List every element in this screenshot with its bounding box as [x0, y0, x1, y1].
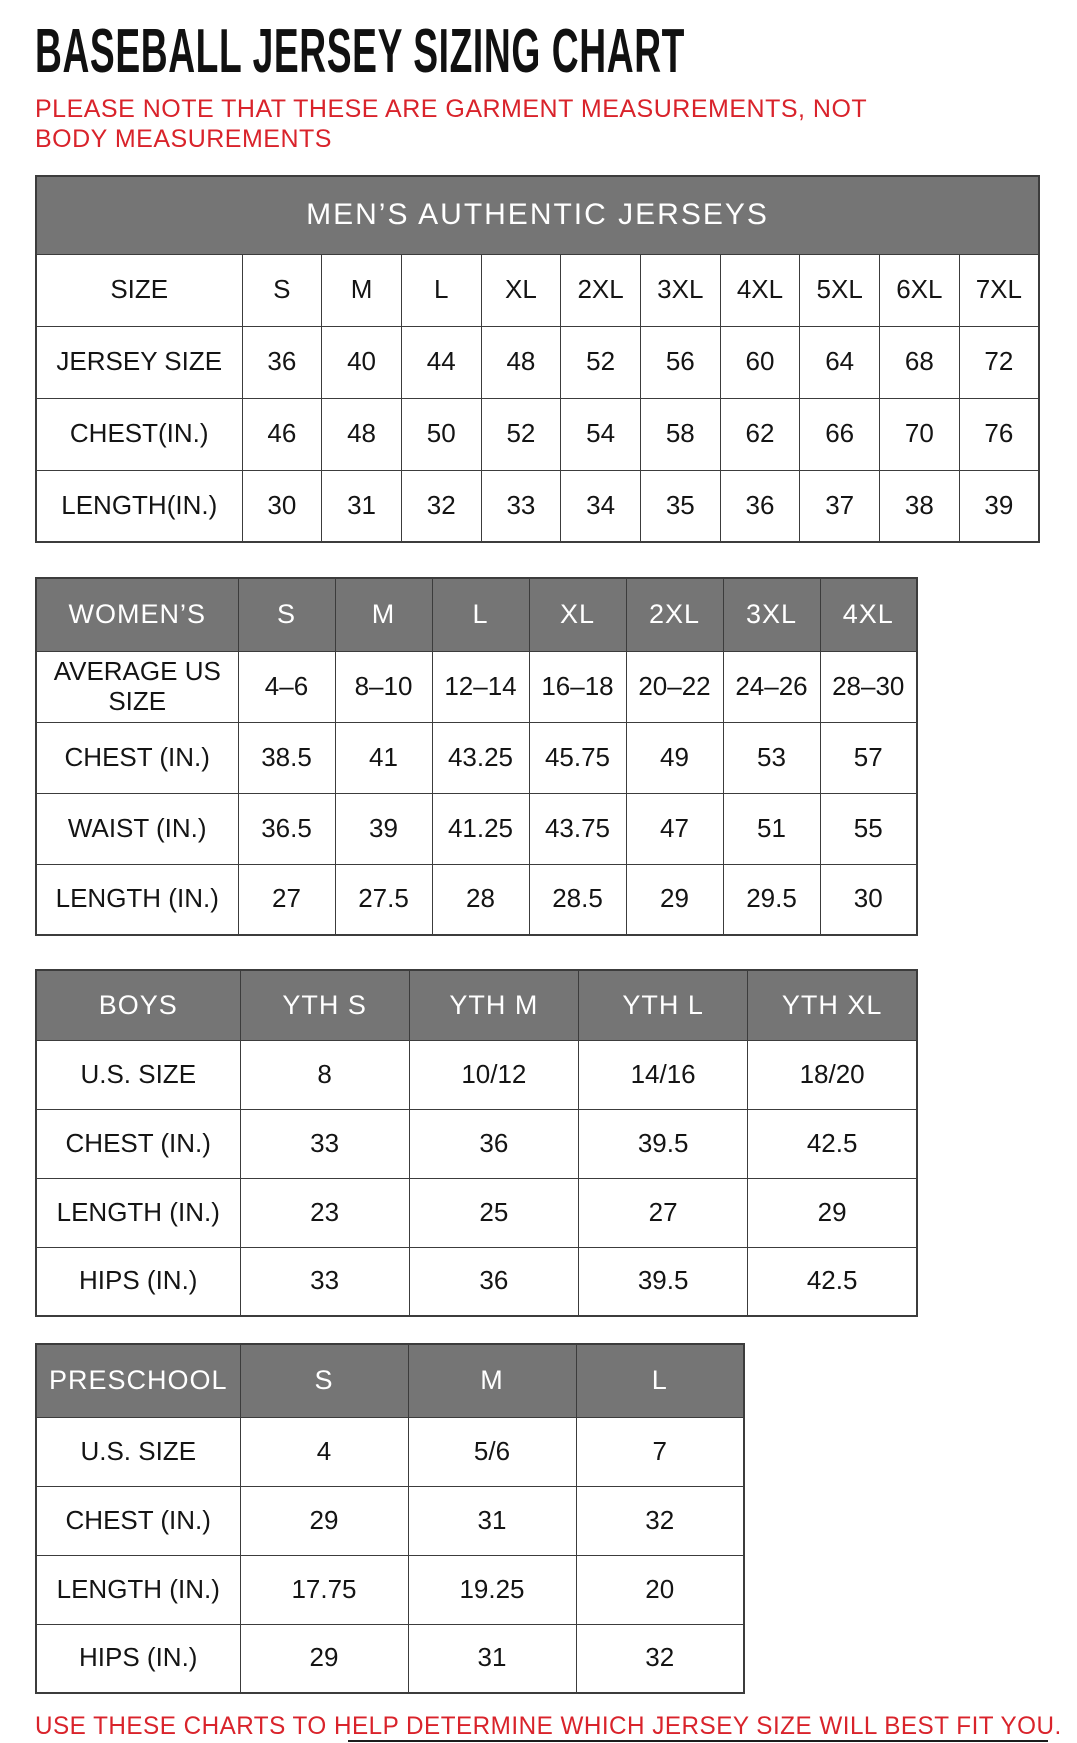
size-header-cell: 4XL	[820, 578, 917, 651]
table-row	[36, 1040, 917, 1109]
value-cell: 54	[561, 398, 641, 470]
value-cell: 43.75	[529, 793, 626, 864]
value-cell: 31	[408, 1624, 576, 1693]
value-cell: 70	[880, 398, 960, 470]
size-header-cell: XL	[529, 578, 626, 651]
value-cell: 3XL	[640, 254, 720, 326]
value-cell: 29	[240, 1486, 408, 1555]
value-cell: 47	[626, 793, 723, 864]
page-title	[35, 17, 1077, 86]
value-cell: 28	[432, 864, 529, 935]
size-header-cell: M	[335, 578, 432, 651]
row-label-cell: CHEST (IN.)	[36, 722, 238, 793]
value-cell: 76	[959, 398, 1039, 470]
value-cell: 8–10	[335, 651, 432, 722]
table-row	[36, 651, 917, 722]
value-cell: 4	[240, 1417, 408, 1486]
table-row	[36, 254, 1039, 326]
row-label-cell: CHEST(IN.)	[36, 398, 242, 470]
table-row	[36, 1555, 744, 1624]
row-label-cell: SIZE	[36, 254, 242, 326]
value-cell: 16–18	[529, 651, 626, 722]
value-cell: 41	[335, 722, 432, 793]
value-cell: 36	[409, 1247, 578, 1316]
size-header-cell: 2XL	[626, 578, 723, 651]
value-cell: 4XL	[720, 254, 800, 326]
size-header-cell: L	[432, 578, 529, 651]
row-label-cell: CHEST (IN.)	[36, 1486, 240, 1555]
value-cell: 28.5	[529, 864, 626, 935]
value-cell: 39	[335, 793, 432, 864]
header-label-cell: WOMEN’S	[36, 578, 238, 651]
table-header-row	[36, 970, 917, 1040]
value-cell: 29	[626, 864, 723, 935]
row-label-cell: JERSEY SIZE	[36, 326, 242, 398]
value-cell: 31	[322, 470, 402, 542]
value-cell: 20	[576, 1555, 744, 1624]
value-cell: 45.75	[529, 722, 626, 793]
value-cell: 53	[723, 722, 820, 793]
value-cell: XL	[481, 254, 561, 326]
value-cell: 29	[748, 1178, 917, 1247]
value-cell: 68	[880, 326, 960, 398]
row-label-cell: HIPS (IN.)	[36, 1624, 240, 1693]
value-cell: 18/20	[748, 1040, 917, 1109]
value-cell: 41.25	[432, 793, 529, 864]
value-cell: 32	[576, 1624, 744, 1693]
value-cell: 36	[409, 1109, 578, 1178]
value-cell: 48	[322, 398, 402, 470]
value-cell: 24–26	[723, 651, 820, 722]
value-cell: 44	[401, 326, 481, 398]
value-cell: 52	[481, 398, 561, 470]
value-cell: 2XL	[561, 254, 641, 326]
value-cell: 38.5	[238, 722, 335, 793]
value-cell: 66	[800, 398, 880, 470]
value-cell: 60	[720, 326, 800, 398]
value-cell: 28–30	[820, 651, 917, 722]
row-label-cell: LENGTH(IN.)	[36, 470, 242, 542]
value-cell: 39	[959, 470, 1039, 542]
table-row	[36, 864, 917, 935]
value-cell: 5/6	[408, 1417, 576, 1486]
value-cell: 72	[959, 326, 1039, 398]
table-row	[36, 1486, 744, 1555]
table-row	[36, 1109, 917, 1178]
value-cell: 35	[640, 470, 720, 542]
size-header-cell: 3XL	[723, 578, 820, 651]
value-cell: 36	[242, 326, 322, 398]
row-label-cell: CHEST (IN.)	[36, 1109, 240, 1178]
mens-authentic-jerseys-table	[35, 175, 1040, 543]
value-cell: 62	[720, 398, 800, 470]
value-cell: 29	[240, 1624, 408, 1693]
table-row	[36, 398, 1039, 470]
table-row	[36, 1624, 744, 1693]
size-header-cell: L	[576, 1344, 744, 1417]
value-cell: S	[242, 254, 322, 326]
value-cell: 37	[800, 470, 880, 542]
value-cell: 39.5	[579, 1247, 748, 1316]
row-label-cell: HIPS (IN.)	[36, 1247, 240, 1316]
value-cell: L	[401, 254, 481, 326]
value-cell: 55	[820, 793, 917, 864]
page-title-text: BASEBALL JERSEY SIZING CHART	[35, 17, 685, 86]
header-label-cell: BOYS	[36, 970, 240, 1040]
value-cell: 6XL	[880, 254, 960, 326]
table-row	[36, 1178, 917, 1247]
row-label-cell: U.S. SIZE	[36, 1040, 240, 1109]
value-cell: 12–14	[432, 651, 529, 722]
value-cell: 27	[238, 864, 335, 935]
size-header-cell: M	[408, 1344, 576, 1417]
value-cell: 8	[240, 1040, 409, 1109]
table-row	[36, 722, 917, 793]
value-cell: 14/16	[579, 1040, 748, 1109]
value-cell: 17.75	[240, 1555, 408, 1624]
value-cell: 34	[561, 470, 641, 542]
table-row	[36, 326, 1039, 398]
table-row	[36, 793, 917, 864]
boys-sizing-table	[35, 969, 918, 1317]
value-cell: 31	[408, 1486, 576, 1555]
value-cell: 29.5	[723, 864, 820, 935]
value-cell: 50	[401, 398, 481, 470]
value-cell: 36	[720, 470, 800, 542]
value-cell: 25	[409, 1178, 578, 1247]
table-header-row	[36, 1344, 744, 1417]
value-cell: 32	[401, 470, 481, 542]
value-cell: 27	[579, 1178, 748, 1247]
value-cell: 32	[576, 1486, 744, 1555]
row-label-cell: U.S. SIZE	[36, 1417, 240, 1486]
preschool-sizing-table	[35, 1343, 745, 1694]
value-cell: 30	[242, 470, 322, 542]
value-cell: 20–22	[626, 651, 723, 722]
value-cell: 19.25	[408, 1555, 576, 1624]
table-row	[36, 1247, 917, 1316]
table-header-row	[36, 578, 917, 651]
chart-usage-footnote: USE THESE CHARTS TO HELP DETERMINE WHICH JERSEY SIZE WILL BEST FIT YOU.	[35, 1712, 1062, 1740]
table-row	[36, 1417, 744, 1486]
size-header-cell: YTH XL	[748, 970, 917, 1040]
value-cell: 27.5	[335, 864, 432, 935]
value-cell: 42.5	[748, 1109, 917, 1178]
value-cell: 40	[322, 326, 402, 398]
value-cell: 36.5	[238, 793, 335, 864]
value-cell: 7XL	[959, 254, 1039, 326]
womens-sizing-table	[35, 577, 918, 936]
row-label-cell: LENGTH (IN.)	[36, 1178, 240, 1247]
header-label-cell: PRESCHOOL	[36, 1344, 240, 1417]
value-cell: 33	[240, 1247, 409, 1316]
value-cell: 49	[626, 722, 723, 793]
size-header-cell: S	[240, 1344, 408, 1417]
bottom-crop-line	[348, 1740, 1048, 1742]
row-label-cell: LENGTH (IN.)	[36, 864, 238, 935]
value-cell: M	[322, 254, 402, 326]
value-cell: 43.25	[432, 722, 529, 793]
value-cell: 42.5	[748, 1247, 917, 1316]
value-cell: 39.5	[579, 1109, 748, 1178]
size-header-cell: YTH S	[240, 970, 409, 1040]
value-cell: 33	[240, 1109, 409, 1178]
row-label-cell: LENGTH (IN.)	[36, 1555, 240, 1624]
value-cell: 10/12	[409, 1040, 578, 1109]
value-cell: 52	[561, 326, 641, 398]
value-cell: 58	[640, 398, 720, 470]
garment-measurement-note: PLEASE NOTE THAT THESE ARE GARMENT MEASUREMENTS, NOT BODY MEASUREMENTS	[35, 95, 867, 153]
value-cell: 5XL	[800, 254, 880, 326]
value-cell: 33	[481, 470, 561, 542]
value-cell: 51	[723, 793, 820, 864]
value-cell: 23	[240, 1178, 409, 1247]
size-header-cell: YTH L	[579, 970, 748, 1040]
value-cell: 38	[880, 470, 960, 542]
value-cell: 46	[242, 398, 322, 470]
value-cell: 57	[820, 722, 917, 793]
row-label-cell: AVERAGE US SIZE	[36, 651, 238, 722]
size-header-cell: YTH M	[409, 970, 578, 1040]
value-cell: 30	[820, 864, 917, 935]
value-cell: 56	[640, 326, 720, 398]
value-cell: 64	[800, 326, 880, 398]
value-cell: 4–6	[238, 651, 335, 722]
row-label-cell: WAIST (IN.)	[36, 793, 238, 864]
table-banner-row	[36, 176, 1039, 254]
value-cell: 7	[576, 1417, 744, 1486]
size-header-cell: S	[238, 578, 335, 651]
value-cell: 48	[481, 326, 561, 398]
table-row	[36, 470, 1039, 542]
table-banner: MEN’S AUTHENTIC JERSEYS	[36, 176, 1039, 254]
